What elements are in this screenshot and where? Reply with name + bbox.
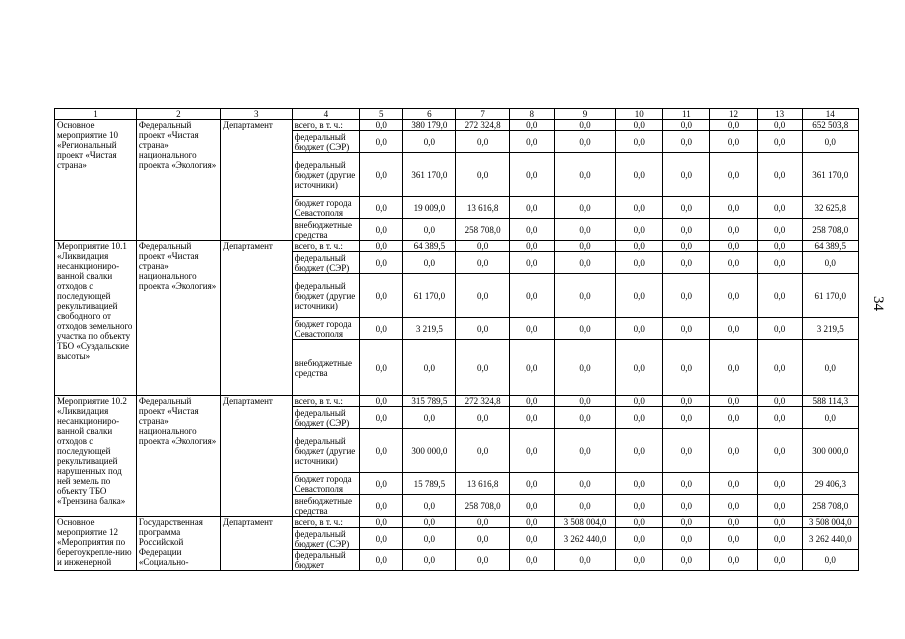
amount-cell: 0,0 <box>360 120 403 131</box>
amount-cell: 0,0 <box>710 241 757 252</box>
amount-cell: 0,0 <box>509 241 554 252</box>
amount-cell: 361 170,0 <box>403 153 456 197</box>
amount-cell: 0,0 <box>710 197 757 219</box>
amount-cell: 0,0 <box>616 219 663 241</box>
amount-cell: 300 000,0 <box>403 429 456 473</box>
amount-cell: 0,0 <box>360 550 403 571</box>
amount-cell: 0,0 <box>509 550 554 571</box>
amount-cell: 272 324,8 <box>456 120 509 131</box>
amount-cell: 0,0 <box>616 274 663 318</box>
amount-cell: 15 789,5 <box>403 473 456 495</box>
amount-cell: 0,0 <box>663 153 710 197</box>
measure-name-cell: Основное мероприятие 12 «Мероприятия по берегоукрепле-нию и инженерной <box>55 517 137 571</box>
amount-cell: 0,0 <box>554 219 615 241</box>
amount-cell: 0,0 <box>663 131 710 153</box>
table-row <box>55 120 859 131</box>
amount-cell: 0,0 <box>616 407 663 429</box>
amount-cell: 652 503,8 <box>802 120 858 131</box>
amount-cell: 0,0 <box>710 528 757 550</box>
measure-name-cell: Основное мероприятие 10 «Региональный проект «Чистая страна» <box>55 120 137 241</box>
amount-cell: 13 616,8 <box>456 473 509 495</box>
amount-cell: 0,0 <box>663 318 710 340</box>
amount-cell: 0,0 <box>456 340 509 396</box>
amount-cell: 0,0 <box>360 340 403 396</box>
amount-cell: 0,0 <box>360 153 403 197</box>
amount-cell: 0,0 <box>509 197 554 219</box>
amount-cell: 0,0 <box>616 318 663 340</box>
amount-cell: 0,0 <box>616 429 663 473</box>
column-number-cell: 2 <box>136 109 220 120</box>
amount-cell: 0,0 <box>616 252 663 274</box>
amount-cell: 0,0 <box>554 153 615 197</box>
amount-cell: 361 170,0 <box>802 153 858 197</box>
amount-cell: 0,0 <box>710 429 757 473</box>
amount-cell: 0,0 <box>616 131 663 153</box>
amount-cell: 0,0 <box>509 131 554 153</box>
amount-cell: 0,0 <box>554 241 615 252</box>
column-number-cell: 5 <box>360 109 403 120</box>
amount-cell: 258 708,0 <box>456 219 509 241</box>
amount-cell: 0,0 <box>757 274 802 318</box>
amount-cell: 0,0 <box>554 340 615 396</box>
amount-cell: 29 406,3 <box>802 473 858 495</box>
funding-source-cell: бюджет города Севастополя <box>292 473 360 495</box>
amount-cell: 0,0 <box>663 473 710 495</box>
amount-cell: 0,0 <box>663 252 710 274</box>
amount-cell: 3 262 440,0 <box>802 528 858 550</box>
amount-cell: 0,0 <box>509 517 554 528</box>
amount-cell: 0,0 <box>403 517 456 528</box>
amount-cell: 0,0 <box>616 153 663 197</box>
amount-cell: 272 324,8 <box>456 396 509 407</box>
amount-cell: 0,0 <box>360 252 403 274</box>
amount-cell: 0,0 <box>509 340 554 396</box>
amount-cell: 0,0 <box>554 407 615 429</box>
amount-cell: 0,0 <box>616 517 663 528</box>
amount-cell: 0,0 <box>403 495 456 517</box>
amount-cell: 0,0 <box>663 241 710 252</box>
amount-cell: 0,0 <box>403 131 456 153</box>
amount-cell: 32 625,8 <box>802 197 858 219</box>
funding-source-cell: бюджет города Севастополя <box>292 318 360 340</box>
amount-cell: 380 179,0 <box>403 120 456 131</box>
amount-cell: 0,0 <box>554 429 615 473</box>
amount-cell: 0,0 <box>509 252 554 274</box>
amount-cell: 0,0 <box>757 131 802 153</box>
amount-cell: 0,0 <box>757 550 802 571</box>
amount-cell: 0,0 <box>360 407 403 429</box>
column-number-cell: 11 <box>663 109 710 120</box>
amount-cell: 0,0 <box>509 407 554 429</box>
funding-source-cell: бюджет города Севастополя <box>292 197 360 219</box>
amount-cell: 0,0 <box>554 473 615 495</box>
funding-source-cell: внебюджетные средства <box>292 340 360 396</box>
funding-source-cell: федеральный бюджет (СЭР) <box>292 407 360 429</box>
amount-cell: 0,0 <box>663 517 710 528</box>
amount-cell: 0,0 <box>360 429 403 473</box>
amount-cell: 0,0 <box>509 429 554 473</box>
budget-table <box>54 108 859 571</box>
amount-cell: 61 170,0 <box>802 274 858 318</box>
amount-cell: 0,0 <box>710 396 757 407</box>
amount-cell: 0,0 <box>554 131 615 153</box>
amount-cell: 0,0 <box>509 528 554 550</box>
amount-cell: 0,0 <box>509 153 554 197</box>
column-number-cell: 13 <box>757 109 802 120</box>
amount-cell: 0,0 <box>757 517 802 528</box>
column-number-cell: 12 <box>710 109 757 120</box>
amount-cell: 0,0 <box>456 318 509 340</box>
amount-cell: 0,0 <box>360 495 403 517</box>
amount-cell: 0,0 <box>710 340 757 396</box>
amount-cell: 0,0 <box>710 550 757 571</box>
amount-cell: 13 616,8 <box>456 197 509 219</box>
column-number-cell: 6 <box>403 109 456 120</box>
program-cell: Государственная программа Российской Федерации «Социально- <box>136 517 220 571</box>
amount-cell: 0,0 <box>663 219 710 241</box>
amount-cell: 0,0 <box>757 153 802 197</box>
amount-cell: 300 000,0 <box>802 429 858 473</box>
funding-source-cell: всего, в т. ч.: <box>292 517 360 528</box>
amount-cell: 0,0 <box>663 197 710 219</box>
amount-cell: 61 170,0 <box>403 274 456 318</box>
amount-cell: 0,0 <box>757 318 802 340</box>
column-number-row <box>55 109 859 120</box>
executor-cell: Департамент <box>220 396 292 517</box>
amount-cell: 0,0 <box>509 318 554 340</box>
amount-cell: 0,0 <box>710 473 757 495</box>
amount-cell: 0,0 <box>456 528 509 550</box>
measure-name-cell: Мероприятие 10.2 «Ликвидация несанкциониро-ванной свалки отходов с последующей рекультивацией нарушенных под ней земель по объекту ТБО «Трензина балка» <box>55 396 137 517</box>
program-cell: Федеральный проект «Чистая страна» национального проекта «Экология» <box>136 120 220 241</box>
amount-cell: 0,0 <box>757 252 802 274</box>
amount-cell: 0,0 <box>456 131 509 153</box>
amount-cell: 0,0 <box>616 197 663 219</box>
amount-cell: 64 389,5 <box>403 241 456 252</box>
amount-cell: 0,0 <box>757 495 802 517</box>
executor-cell: Департамент <box>220 120 292 241</box>
column-number-cell: 7 <box>456 109 509 120</box>
amount-cell: 0,0 <box>802 550 858 571</box>
column-number-cell: 10 <box>616 109 663 120</box>
measure-name-cell: Мероприятие 10.1 «Ликвидация несанкциониро-ванной свалки отходов с последующей рекультивацией свободного от отходов земельного участка по объекту ТБО «Суздальские высоты» <box>55 241 137 396</box>
amount-cell: 0,0 <box>710 407 757 429</box>
funding-source-cell: внебюджетные средства <box>292 219 360 241</box>
amount-cell: 0,0 <box>710 219 757 241</box>
amount-cell: 0,0 <box>616 495 663 517</box>
amount-cell: 3 508 004,0 <box>802 517 858 528</box>
table-row <box>55 517 859 528</box>
amount-cell: 0,0 <box>554 197 615 219</box>
amount-cell: 0,0 <box>554 550 615 571</box>
column-number-cell: 1 <box>55 109 137 120</box>
amount-cell: 0,0 <box>456 550 509 571</box>
amount-cell: 0,0 <box>710 131 757 153</box>
column-number-cell: 8 <box>509 109 554 120</box>
amount-cell: 0,0 <box>403 252 456 274</box>
amount-cell: 0,0 <box>456 241 509 252</box>
amount-cell: 0,0 <box>616 550 663 571</box>
amount-cell: 0,0 <box>456 274 509 318</box>
funding-source-cell: федеральный бюджет (другие источники) <box>292 274 360 318</box>
funding-source-cell: федеральный бюджет <box>292 550 360 571</box>
amount-cell: 0,0 <box>757 340 802 396</box>
amount-cell: 0,0 <box>757 429 802 473</box>
amount-cell: 0,0 <box>663 429 710 473</box>
amount-cell: 0,0 <box>663 550 710 571</box>
funding-source-cell: федеральный бюджет (СЭР) <box>292 528 360 550</box>
amount-cell: 0,0 <box>663 407 710 429</box>
funding-source-cell: федеральный бюджет (СЭР) <box>292 252 360 274</box>
amount-cell: 0,0 <box>509 274 554 318</box>
amount-cell: 0,0 <box>403 407 456 429</box>
amount-cell: 0,0 <box>360 197 403 219</box>
column-number-cell: 4 <box>292 109 360 120</box>
amount-cell: 0,0 <box>757 396 802 407</box>
amount-cell: 0,0 <box>360 528 403 550</box>
page-number: 34 <box>870 296 886 311</box>
amount-cell: 0,0 <box>802 252 858 274</box>
funding-source-cell: федеральный бюджет (другие источники) <box>292 153 360 197</box>
amount-cell: 0,0 <box>554 495 615 517</box>
amount-cell: 0,0 <box>802 407 858 429</box>
amount-cell: 0,0 <box>663 495 710 517</box>
amount-cell: 0,0 <box>456 429 509 473</box>
amount-cell: 0,0 <box>710 495 757 517</box>
amount-cell: 0,0 <box>360 396 403 407</box>
amount-cell: 0,0 <box>403 528 456 550</box>
amount-cell: 3 219,5 <box>802 318 858 340</box>
amount-cell: 3 262 440,0 <box>554 528 615 550</box>
amount-cell: 0,0 <box>456 153 509 197</box>
executor-cell: Департамент <box>220 517 292 571</box>
column-number-cell: 14 <box>802 109 858 120</box>
program-cell: Федеральный проект «Чистая страна» национального проекта «Экология» <box>136 241 220 396</box>
amount-cell: 0,0 <box>554 252 615 274</box>
amount-cell: 0,0 <box>663 396 710 407</box>
amount-cell: 0,0 <box>710 252 757 274</box>
amount-cell: 0,0 <box>360 131 403 153</box>
amount-cell: 0,0 <box>710 120 757 131</box>
amount-cell: 0,0 <box>509 396 554 407</box>
amount-cell: 0,0 <box>616 120 663 131</box>
amount-cell: 0,0 <box>616 396 663 407</box>
funding-source-cell: федеральный бюджет (СЭР) <box>292 131 360 153</box>
amount-cell: 0,0 <box>360 274 403 318</box>
amount-cell: 0,0 <box>456 407 509 429</box>
column-number-cell: 3 <box>220 109 292 120</box>
amount-cell: 0,0 <box>757 407 802 429</box>
amount-cell: 0,0 <box>456 252 509 274</box>
amount-cell: 0,0 <box>509 120 554 131</box>
amount-cell: 0,0 <box>710 274 757 318</box>
amount-cell: 258 708,0 <box>802 219 858 241</box>
amount-cell: 0,0 <box>554 120 615 131</box>
funding-source-cell: всего, в т. ч.: <box>292 120 360 131</box>
amount-cell: 0,0 <box>554 318 615 340</box>
funding-source-cell: федеральный бюджет (другие источники) <box>292 429 360 473</box>
budget-table-page <box>54 108 859 571</box>
amount-cell: 0,0 <box>757 241 802 252</box>
amount-cell: 0,0 <box>616 473 663 495</box>
amount-cell: 0,0 <box>663 340 710 396</box>
amount-cell: 0,0 <box>802 131 858 153</box>
amount-cell: 0,0 <box>663 274 710 318</box>
amount-cell: 0,0 <box>403 219 456 241</box>
amount-cell: 588 114,3 <box>802 396 858 407</box>
amount-cell: 315 789,5 <box>403 396 456 407</box>
amount-cell: 0,0 <box>360 473 403 495</box>
amount-cell: 0,0 <box>757 120 802 131</box>
amount-cell: 0,0 <box>802 340 858 396</box>
amount-cell: 3 219,5 <box>403 318 456 340</box>
executor-cell: Департамент <box>220 241 292 396</box>
amount-cell: 0,0 <box>554 274 615 318</box>
amount-cell: 0,0 <box>757 219 802 241</box>
amount-cell: 0,0 <box>360 219 403 241</box>
amount-cell: 0,0 <box>403 340 456 396</box>
funding-source-cell: всего, в т. ч.: <box>292 396 360 407</box>
amount-cell: 0,0 <box>710 318 757 340</box>
amount-cell: 0,0 <box>360 318 403 340</box>
amount-cell: 0,0 <box>710 153 757 197</box>
amount-cell: 0,0 <box>554 396 615 407</box>
program-cell: Федеральный проект «Чистая страна» национального проекта «Экология» <box>136 396 220 517</box>
amount-cell: 0,0 <box>509 219 554 241</box>
funding-source-cell: внебюджетные средства <box>292 495 360 517</box>
table-row <box>55 241 859 252</box>
amount-cell: 3 508 004,0 <box>554 517 615 528</box>
column-number-cell: 9 <box>554 109 615 120</box>
amount-cell: 0,0 <box>360 241 403 252</box>
amount-cell: 0,0 <box>757 528 802 550</box>
amount-cell: 0,0 <box>456 517 509 528</box>
amount-cell: 0,0 <box>663 528 710 550</box>
table-row <box>55 396 859 407</box>
amount-cell: 0,0 <box>616 241 663 252</box>
amount-cell: 258 708,0 <box>802 495 858 517</box>
amount-cell: 258 708,0 <box>456 495 509 517</box>
amount-cell: 0,0 <box>757 197 802 219</box>
amount-cell: 0,0 <box>757 473 802 495</box>
amount-cell: 0,0 <box>403 550 456 571</box>
amount-cell: 0,0 <box>616 340 663 396</box>
amount-cell: 0,0 <box>663 120 710 131</box>
amount-cell: 19 009,0 <box>403 197 456 219</box>
amount-cell: 0,0 <box>509 495 554 517</box>
amount-cell: 0,0 <box>360 517 403 528</box>
amount-cell: 0,0 <box>509 473 554 495</box>
amount-cell: 0,0 <box>616 528 663 550</box>
amount-cell: 64 389,5 <box>802 241 858 252</box>
amount-cell: 0,0 <box>710 517 757 528</box>
funding-source-cell: всего, в т. ч.: <box>292 241 360 252</box>
